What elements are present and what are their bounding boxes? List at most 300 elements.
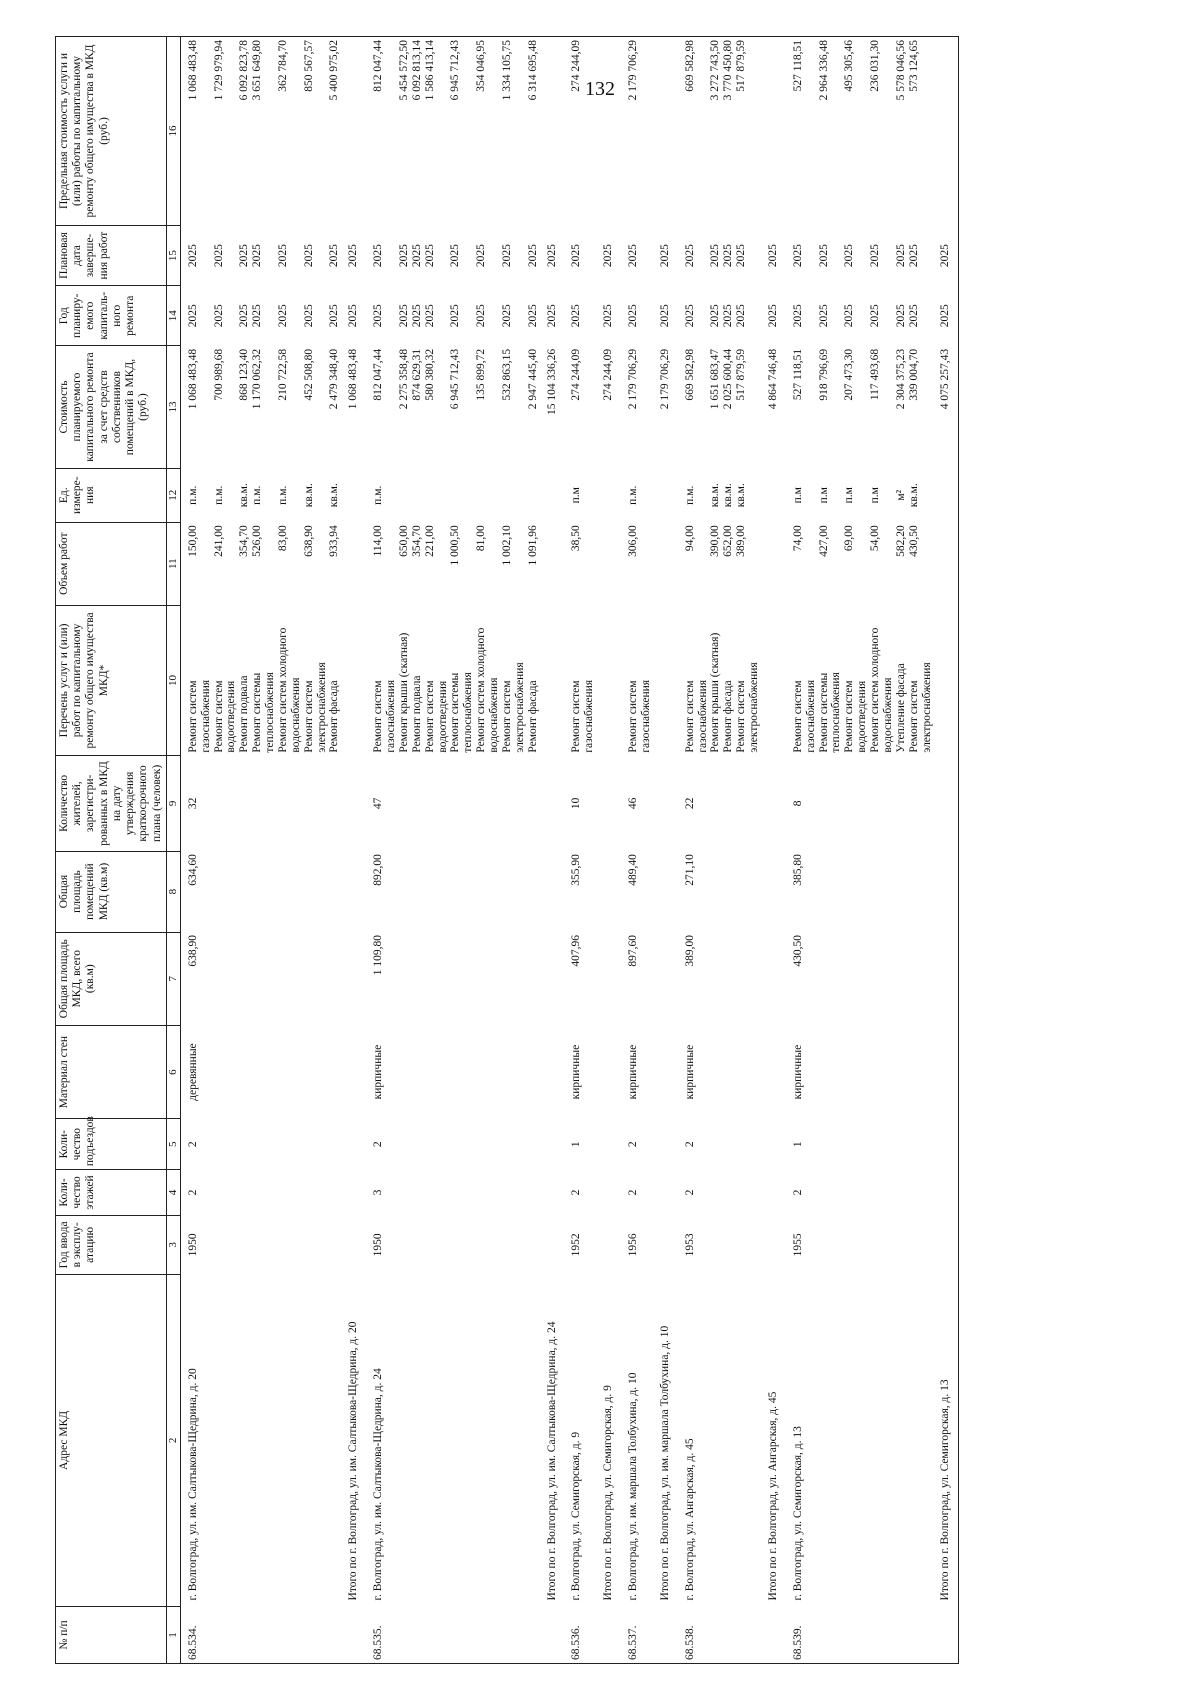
total-limit-empty [933,37,958,226]
floors-count [303,1170,329,1216]
work-limit-cost: 6 945 712,43 [449,40,462,101]
building-address [411,1274,424,1606]
commission-year [843,1215,869,1274]
work-cost: 2 304 375,23 [894,348,907,410]
residents-count: 8 [791,800,804,807]
work-unit [411,468,424,522]
work-year: 2025 [212,304,225,328]
residents-count: 46 [627,797,639,810]
total-area [277,932,303,1025]
work-year: 2025 [500,304,513,328]
work-name: Ремонт фасада [328,680,341,753]
work-year: 2025 [238,304,251,328]
total-year: 2025 [939,304,952,328]
row-number [501,1606,527,1663]
work-row [621,37,653,1664]
total-year: 2025 [545,304,558,328]
work-year: 2025 [276,304,289,328]
work-cost: 874 629,31 [410,348,423,401]
work-end-date: 2025 [869,244,881,268]
work-name: Ремонт системы теплоснабжения [817,672,843,753]
work-volume: 241,00 [212,525,225,557]
work-row [449,37,475,1664]
work-name: Ремонт подвала [410,675,423,753]
work-end-date: 2025 [907,244,920,268]
capital-repair-table [55,36,959,1664]
work-end-date: 2025 [894,244,907,268]
floors-count [398,1170,411,1216]
rooms-area [251,851,277,932]
wall-material [475,1025,501,1118]
total-area [843,932,869,1025]
residents-count: 22 [683,797,696,810]
building-address [251,1274,277,1606]
work-year: 2025 [843,304,856,328]
entrances-count: 2 [372,1141,385,1148]
work-unit: п.м. [186,485,199,505]
work-name: Ремонт крыши (скатная) [709,632,722,753]
table-body [180,37,959,1664]
work-year: 2025 [328,304,341,328]
work-name: Ремонт систем холодного водоснабжения [475,627,500,753]
floors-count [475,1170,501,1216]
work-end-date: 2025 [722,244,735,268]
residents-count: 32 [186,797,199,810]
commission-year [328,1215,341,1274]
work-row [735,37,761,1664]
work-name: Ремонт систем электроснабжения [500,662,526,753]
floors-count [869,1170,895,1216]
total-label: Итого по г. Волгоград, ул. им. маршала Толбухина, д. 10 [658,1325,671,1601]
row-number [238,1606,251,1663]
work-row [908,37,934,1664]
entrances-count: 2 [627,1141,639,1148]
rooms-area [277,851,303,932]
column-number: 5 [166,1119,180,1170]
entrances-count [722,1119,735,1170]
total-label: Итого по г. Волгоград, ул. им. Салтыкова-Щедрина, д. 20 [347,1321,360,1601]
work-name: Ремонт систем газоснабжения [186,679,212,753]
rooms-area: 634,60 [186,854,199,886]
work-name: Ремонт систем водоотведения [843,680,869,753]
work-limit-cost: 354 046,95 [475,40,488,92]
column-header: Коли-чество этажей [56,1170,167,1216]
work-unit [398,468,411,522]
total-end-date: 2025 [939,244,952,268]
residents-count [869,756,895,851]
entrances-count: 1 [791,1141,804,1148]
floors-count [735,1170,761,1216]
work-end-date: 2025 [276,244,289,268]
work-name: Ремонт систем газоснабжения [372,679,397,753]
work-volume: 638,90 [302,525,315,557]
column-number: 6 [166,1025,180,1118]
work-name: Ремонт фасада [526,680,539,753]
total-area [908,932,934,1025]
work-limit-cost: 6 092 813,14 [410,40,423,101]
column-number: 11 [166,522,180,605]
row-number [411,1606,424,1663]
work-cost: 2 179 706,29 [627,348,639,410]
wall-material [398,1025,411,1118]
work-year: 2025 [735,304,748,328]
row-number [709,1606,722,1663]
floors-count [895,1170,908,1216]
work-end-date: 2025 [423,244,436,268]
total-area: 430,50 [791,935,804,967]
floors-count [213,1170,239,1216]
total-year: 2025 [658,304,671,328]
work-name: Ремонт крыши (скатная) [397,632,410,753]
floors-count [277,1170,303,1216]
total-row [596,37,621,1664]
work-year: 2025 [526,304,539,328]
residents-count [735,756,761,851]
building-address [895,1274,908,1606]
floors-count: 2 [791,1189,804,1196]
commission-year [251,1215,277,1274]
work-name: Ремонт систем газоснабжения [570,679,596,753]
column-header: Объем работ [56,522,167,605]
work-name: Ремонт систем водоотведения [212,680,238,753]
work-end-date: 2025 [791,244,804,268]
total-cost: 4 864 746,48 [766,348,779,410]
work-limit-cost: 573 124,65 [907,40,920,92]
row-number: 68.538. [683,1625,696,1660]
work-end-date: 2025 [843,244,856,268]
work-row [424,37,450,1664]
work-row [709,37,722,1664]
commission-year [818,1215,844,1274]
work-unit [501,468,527,522]
column-number: 16 [166,37,180,226]
work-limit-cost: 1 729 979,94 [212,40,225,101]
commission-year [709,1215,722,1274]
column-header: Адрес МКД [56,1274,167,1606]
wall-material [527,1025,540,1118]
work-limit-cost: 236 031,30 [869,40,881,92]
floors-count: 2 [627,1189,639,1196]
total-end-date: 2025 [766,244,779,268]
row-number [424,1606,450,1663]
work-limit-cost: 362 784,70 [276,40,289,92]
work-volume: 389,00 [735,525,748,557]
work-row [398,37,411,1664]
total-spacer [653,1606,678,1663]
work-volume: 83,00 [276,525,289,552]
work-end-date: 2025 [817,244,830,268]
floors-count [501,1170,527,1216]
total-spacer [341,1606,366,1663]
work-unit: кв.м. [722,483,735,508]
column-number: 14 [166,286,180,346]
work-end-date: 2025 [397,244,410,268]
residents-count [411,756,424,851]
work-limit-cost: 495 305,46 [843,40,856,92]
total-cost: 4 075 257,43 [939,348,952,410]
work-year: 2025 [372,304,385,328]
building-address: г. Волгоград, ул. Семигорская, д. 13 [791,1426,804,1601]
commission-year [735,1215,761,1274]
entrances-count [277,1119,303,1170]
work-limit-cost: 1 068 483,48 [186,40,199,101]
total-year: 2025 [602,304,615,328]
building-address [527,1274,540,1606]
work-name: Утепление фасада [894,663,907,753]
rooms-area: 892,00 [372,854,385,886]
row-number [818,1606,844,1663]
work-name: Ремонт систем газоснабжения [627,679,652,753]
wall-material [277,1025,303,1118]
total-area [501,932,527,1025]
entrances-count [735,1119,761,1170]
wall-material [238,1025,251,1118]
residents-count [398,756,411,851]
entrances-count [251,1119,277,1170]
entrances-count [398,1119,411,1170]
rooms-area: 489,40 [627,854,639,886]
total-spacer [596,1606,621,1663]
work-row [818,37,844,1664]
work-row [251,37,277,1664]
wall-material: кирпичные [372,1044,385,1100]
entrances-count [818,1119,844,1170]
work-row [180,37,212,1664]
work-volume: 69,00 [843,525,856,552]
work-unit: п.м [791,487,804,504]
page-number: 132 [585,78,615,100]
work-end-date: 2025 [238,244,251,268]
rooms-area [818,851,844,932]
column-header: № п/п [56,1606,167,1663]
work-row [869,37,895,1664]
floors-count: 2 [186,1189,199,1196]
wall-material: кирпичные [683,1044,696,1100]
commission-year [411,1215,424,1274]
total-area [869,932,895,1025]
entrances-count: 2 [186,1141,199,1148]
entrances-count [449,1119,475,1170]
rooms-area [735,851,761,932]
work-year: 2025 [627,304,639,328]
work-unit [475,468,501,522]
work-year: 2025 [423,304,436,328]
work-limit-cost: 6 092 823,78 [238,40,251,101]
wall-material [411,1025,424,1118]
work-volume: 390,00 [709,525,722,557]
work-row [843,37,869,1664]
total-area [213,932,239,1025]
entrances-count: 1 [570,1141,583,1148]
work-unit: п.м. [683,485,696,505]
work-limit-cost: 2 964 336,48 [817,40,830,101]
work-year: 2025 [186,304,199,328]
work-unit: п.м [570,487,583,504]
wall-material [722,1025,735,1118]
wall-material: деревянные [186,1043,199,1101]
work-cost: 700 989,68 [212,348,225,401]
column-header: Материал стен [56,1025,167,1118]
row-number: 68.539. [791,1625,804,1660]
work-cost: 812 047,44 [372,348,385,401]
work-cost: 532 863,15 [500,348,513,401]
wall-material [908,1025,934,1118]
column-number: 4 [166,1170,180,1216]
work-row [475,37,501,1664]
work-row [277,37,303,1664]
row-number [328,1606,341,1663]
work-unit: кв.м. [302,483,315,508]
residents-count [527,756,540,851]
work-limit-cost: 669 582,98 [683,40,696,92]
work-unit: м² [894,489,907,501]
work-row [501,37,527,1664]
floors-count [709,1170,722,1216]
work-row [303,37,329,1664]
work-cost: 868 123,40 [238,348,251,401]
rooms-area [895,851,908,932]
work-unit [527,468,540,522]
work-limit-cost: 6 314 695,48 [526,40,539,101]
row-number [251,1606,277,1663]
building-address [869,1274,895,1606]
total-end-date: 2025 [347,244,360,268]
work-limit-cost: 2 179 706,29 [627,40,639,101]
work-limit-cost: 3 651 649,80 [251,40,264,101]
residents-count [303,756,329,851]
work-unit: кв.м. [907,483,920,508]
entrances-count [895,1119,908,1170]
rooms-area [411,851,424,932]
commission-year: 1955 [791,1233,804,1257]
work-cost: 274 244,09 [570,348,583,401]
rooms-area [328,851,341,932]
work-name: Ремонт систем электроснабжения [735,662,760,753]
commission-year [303,1215,329,1274]
rooms-area [843,851,869,932]
building-address [303,1274,329,1606]
total-spacer [540,1606,565,1663]
commission-year [238,1215,251,1274]
rooms-area [424,851,450,932]
work-cost: 117 493,68 [869,348,881,401]
column-header: Год ввода в эксплу-атацию [56,1215,167,1274]
column-header: Общая площадь помещений МКД (кв.м) [56,851,167,932]
work-end-date: 2025 [186,244,199,268]
floors-count [328,1170,341,1216]
work-limit-cost: 1 586 413,14 [423,40,436,101]
work-cost: 580 380,32 [423,348,436,401]
building-address [843,1274,869,1606]
entrances-count [843,1119,869,1170]
column-number: 10 [166,605,180,755]
total-cost: 2 179 706,29 [658,348,671,410]
total-area [475,932,501,1025]
row-number [303,1606,329,1663]
row-number: 68.534. [186,1625,199,1660]
work-year: 2025 [251,304,264,328]
floors-count [722,1170,735,1216]
work-volume: 150,00 [186,525,199,557]
column-number: 12 [166,468,180,522]
work-end-date: 2025 [372,244,385,268]
work-unit: п.м. [276,485,289,505]
commission-year [869,1215,895,1274]
commission-year: 1952 [570,1233,583,1257]
building-address [398,1274,411,1606]
work-limit-cost: 517 879,59 [735,40,748,92]
residents-count [449,756,475,851]
row-number [527,1606,540,1663]
work-volume: 54,00 [869,525,881,552]
building-address [908,1274,934,1606]
work-row [786,37,818,1664]
row-number [449,1606,475,1663]
work-row [722,37,735,1664]
work-volume: 1 002,10 [500,525,513,566]
work-volume: 650,00 [397,525,410,557]
work-limit-cost: 812 047,44 [372,40,385,92]
residents-count [908,756,934,851]
total-area [411,932,424,1025]
work-limit-cost: 1 334 105,75 [500,40,513,101]
work-volume: 582,20 [894,525,907,557]
wall-material [709,1025,722,1118]
column-number: 9 [166,756,180,851]
work-cost: 669 582,98 [683,348,696,401]
column-number: 1 [166,1606,180,1663]
building-address [475,1274,501,1606]
work-limit-cost: 527 118,51 [791,40,804,92]
total-area [449,932,475,1025]
column-header: Общая площадь МКД, всего (кв.м) [56,932,167,1025]
work-limit-cost: 5 454 572,50 [397,40,410,101]
row-number: 68.536. [570,1625,583,1660]
wall-material: кирпичные [791,1044,804,1100]
work-name: Ремонт подвала [238,675,251,753]
building-address: г. Волгоград, ул. им. маршала Толбухина, д. 10 [627,1372,639,1601]
wall-material [424,1025,450,1118]
residents-count [709,756,722,851]
work-row [328,37,341,1664]
entrances-count: 2 [683,1141,696,1148]
work-volume: 221,00 [423,525,436,557]
entrances-count [527,1119,540,1170]
entrances-count [424,1119,450,1170]
work-unit: кв.м. [709,483,722,508]
column-number: 8 [166,851,180,932]
total-end-date: 2025 [545,244,558,268]
residents-count [895,756,908,851]
building-address [328,1274,341,1606]
work-cost: 517 879,59 [735,348,748,401]
residents-count [277,756,303,851]
work-cost: 1 651 683,47 [709,348,722,410]
entrances-count [303,1119,329,1170]
commission-year [895,1215,908,1274]
floors-count [411,1170,424,1216]
wall-material [303,1025,329,1118]
total-year: 2025 [766,304,779,328]
rooms-area [475,851,501,932]
work-unit: кв.м. [328,483,341,508]
residents-count [722,756,735,851]
work-limit-cost: 5 400 975,02 [328,40,341,101]
row-number [869,1606,895,1663]
work-cost: 135 899,72 [475,348,488,401]
column-header: Стоимость планируемого капитального ремонта за счет средств собственников помещений в МКД, (руб.) [56,346,167,468]
work-unit: кв.м. [735,483,748,508]
